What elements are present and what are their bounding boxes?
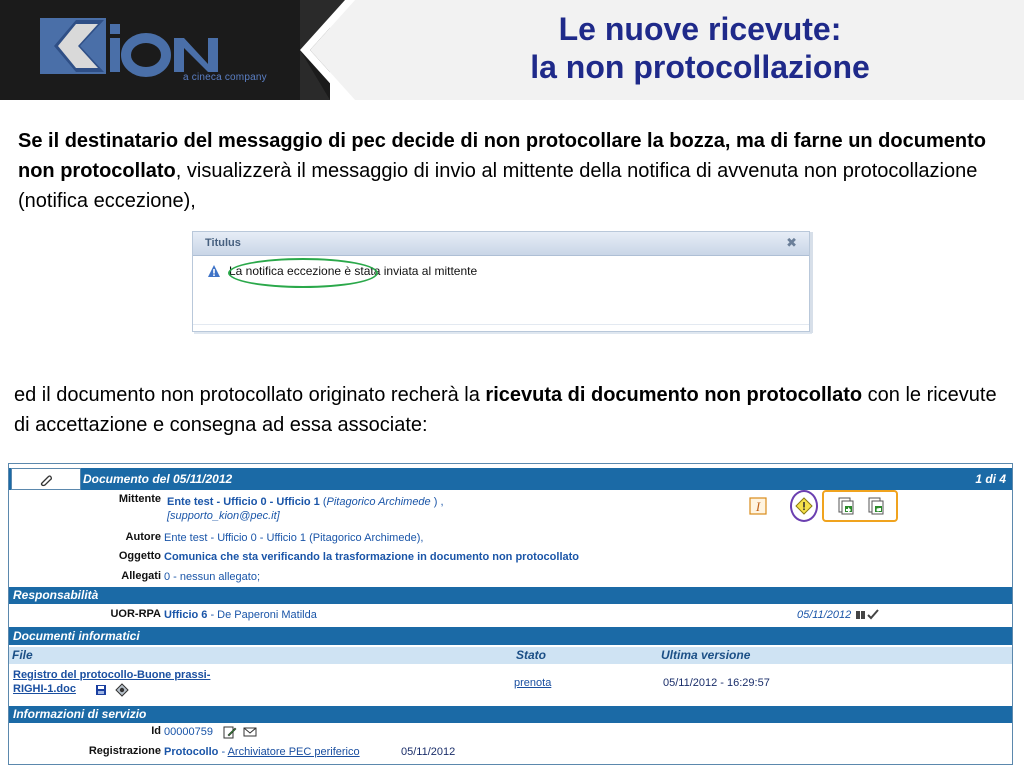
save-icon[interactable] xyxy=(95,684,107,696)
slide-title-line2: la non protocollazione xyxy=(530,49,870,85)
slide-title-line1: Le nuove ricevute: xyxy=(558,11,842,47)
receipt-paragraph xyxy=(14,380,1014,440)
registrazione-value xyxy=(164,746,360,758)
people-icon[interactable] xyxy=(855,609,867,621)
stamp-icon[interactable] xyxy=(115,683,130,698)
file-status[interactable] xyxy=(514,677,551,689)
intro-paragraph xyxy=(18,126,1018,216)
file-link[interactable] xyxy=(13,668,210,696)
receipt-text-part2: con le ricevute di accettazione e consegna ad essa associate: xyxy=(14,384,997,436)
document-title: Documento del 05/11/2012 xyxy=(83,472,233,486)
mittente-person: Pitagorico Archimede xyxy=(326,496,431,508)
svg-text:I: I xyxy=(755,499,761,514)
receipt-accept-icon[interactable] xyxy=(837,497,855,515)
warning-icon xyxy=(207,264,221,278)
dialog-scroll-edge xyxy=(810,232,813,333)
registrazione-date: 05/11/2012 xyxy=(401,746,456,758)
files-table-header xyxy=(9,647,1012,664)
uor-office: Ufficio 6 xyxy=(164,609,208,621)
logo-subtitle: a cineca company xyxy=(183,72,267,83)
file-name-line1[interactable]: Registro del protocollo-Buone prassi- xyxy=(13,669,211,681)
oggetto-value: Comunica che sta verificando la trasformazione in documento non protocollato xyxy=(164,551,580,563)
dialog-titlebar xyxy=(193,232,809,256)
intro-bold-text: Se il destinatario del messaggio di pec decide di non protocollare la bozza, ma di farne un documento non protocollato xyxy=(18,130,986,182)
receipt-text-part1: ed il documento non protocollato originato recherà la xyxy=(14,384,486,406)
file-name-line2[interactable]: RIGHI-1.doc xyxy=(13,683,76,695)
documenti-band: Documenti informatici xyxy=(9,627,1012,645)
edit-icon[interactable] xyxy=(223,725,237,739)
file-status-link[interactable]: prenota xyxy=(514,677,552,689)
uor-date: 05/11/2012 xyxy=(797,609,852,621)
uor-value xyxy=(164,609,317,621)
uor-label: UOR-RPA xyxy=(110,608,161,620)
oggetto-label: Oggetto xyxy=(118,550,161,562)
receipt-deliver-icon[interactable] xyxy=(867,497,885,515)
mittente-email: [supporto_kion@pec.it] xyxy=(167,510,280,522)
highlight-ellipse xyxy=(228,258,378,288)
allegati-value: 0 - nessun allegato; xyxy=(164,571,261,583)
intro-normal-text: , visualizzerà il messaggio di invio al mittente della notifica di avvenuta non protocollazione (notifica eccezione), xyxy=(18,160,978,212)
exception-receipt-icon[interactable] xyxy=(795,497,813,515)
dialog-title: Titulus xyxy=(205,237,241,249)
document-header-band xyxy=(9,468,1012,490)
slide-title xyxy=(380,10,1020,86)
autore-value: Ente test - Ufficio 0 - Ufficio 1 (Pitagorico Archimede), xyxy=(164,532,424,544)
id-label: Id xyxy=(151,725,161,737)
registrazione-label: Registrazione xyxy=(88,745,161,757)
info-italic-icon[interactable] xyxy=(749,497,767,515)
registrazione-sep: - xyxy=(218,746,228,758)
dialog-message: La notifica eccezione è stata inviata al mittente xyxy=(229,264,478,278)
col-stato: Stato xyxy=(516,648,546,662)
mittente-sender: Ente test - Ufficio 0 - Ufficio 1 xyxy=(167,496,320,508)
receipts-highlight-box xyxy=(822,490,898,522)
document-pager[interactable]: 1 di 4 xyxy=(975,472,1006,486)
registrazione-link[interactable]: Archiviatore PEC periferico xyxy=(227,746,360,758)
id-value: 00000759 xyxy=(164,726,213,738)
informazioni-band: Informazioni di servizio xyxy=(9,706,1012,723)
uor-person: - De Paperoni Matilda xyxy=(207,609,317,621)
registrazione-type: Protocollo xyxy=(164,746,219,758)
autore-label: Autore xyxy=(125,531,161,543)
responsabilita-band: Responsabilità xyxy=(9,587,1012,604)
check-icon xyxy=(867,608,879,620)
col-file: File xyxy=(12,648,33,662)
mittente-label: Mittente xyxy=(118,493,161,505)
dialog-divider xyxy=(193,324,809,325)
attachment-icon[interactable] xyxy=(11,468,81,490)
mail-icon[interactable] xyxy=(243,726,257,738)
close-icon[interactable]: ✖ xyxy=(786,235,797,250)
document-panel xyxy=(8,463,1013,765)
col-ultima: Ultima versione xyxy=(661,648,751,662)
allegati-label: Allegati xyxy=(121,570,161,582)
receipt-bold-text: ricevuta di documento non protocollato xyxy=(485,384,863,406)
file-last-version: 05/11/2012 - 16:29:57 xyxy=(663,677,770,689)
slide-header xyxy=(0,0,1024,100)
mittente-value: Ente test - Ufficio 0 - Ufficio 1 (Pitagorico Archimede ) , [supporto_kion@pec.it] xyxy=(167,496,444,522)
kion-logo xyxy=(40,16,230,78)
